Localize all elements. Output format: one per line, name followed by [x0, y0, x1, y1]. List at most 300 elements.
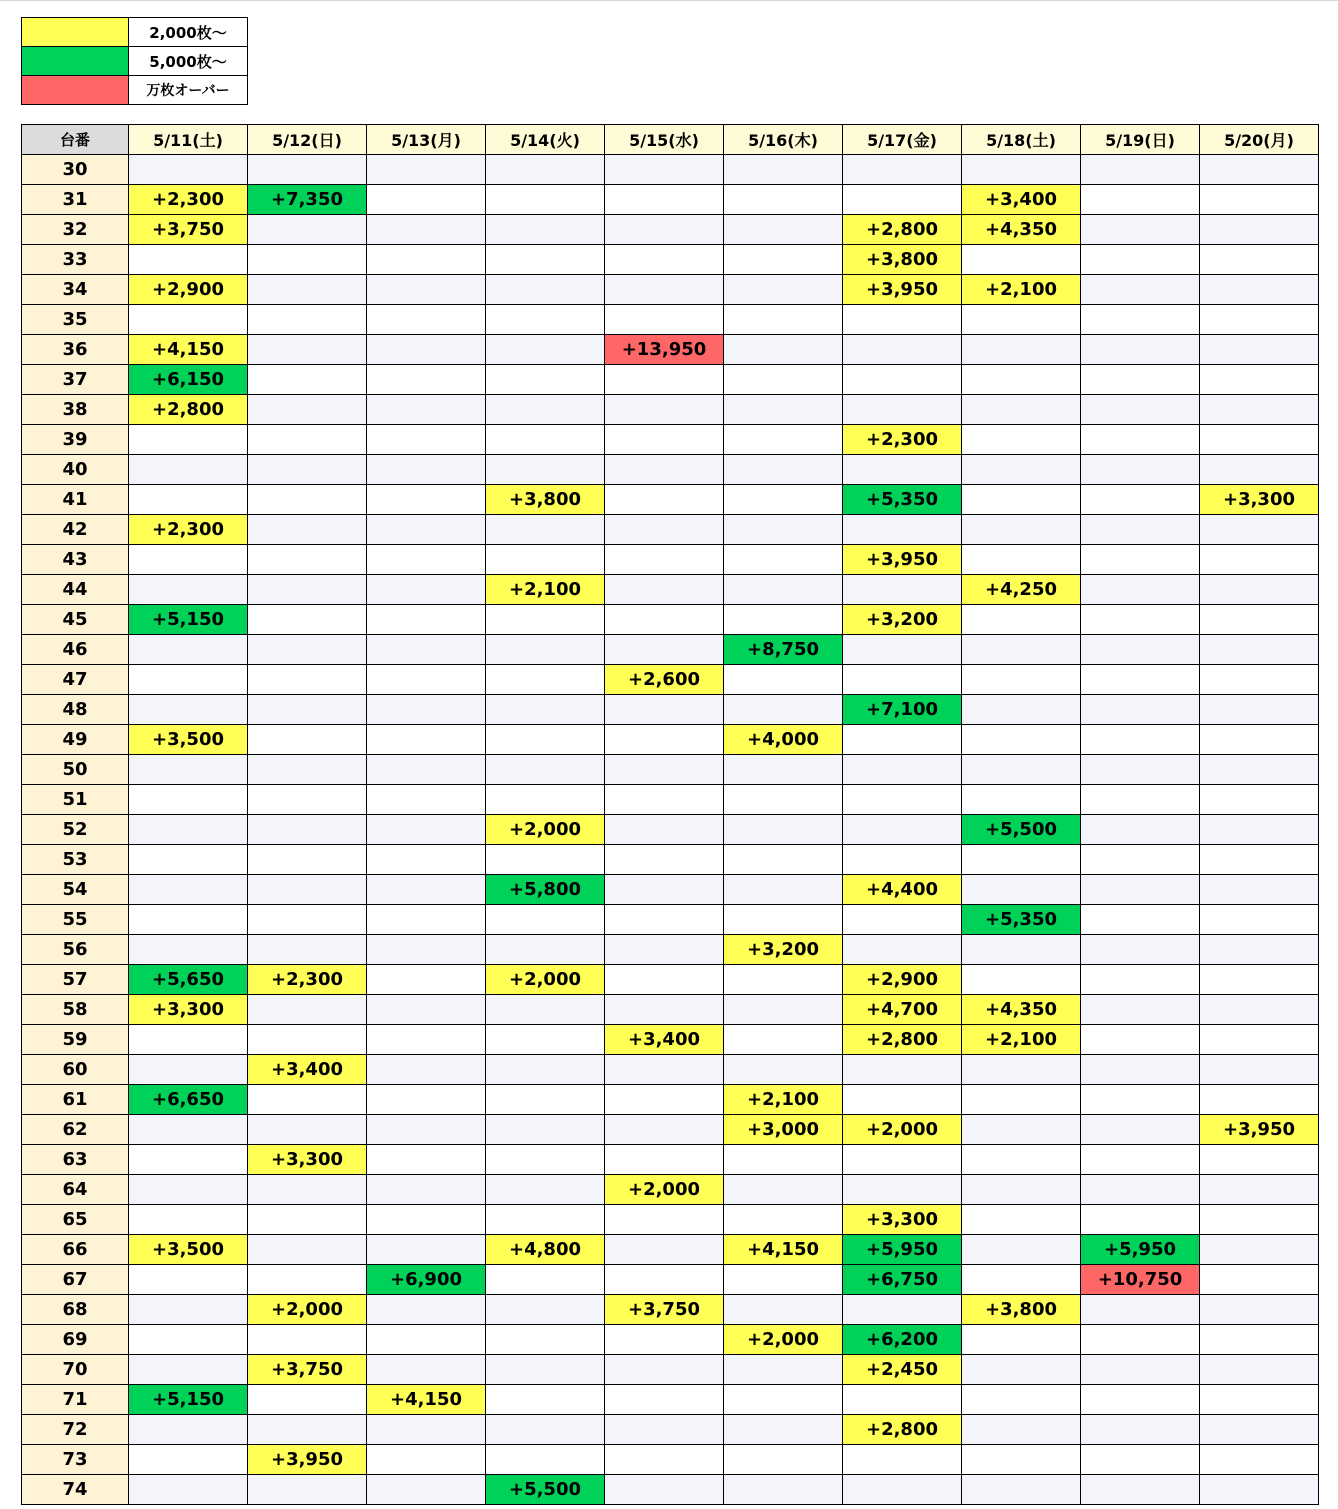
machine-number: 70	[22, 1355, 129, 1385]
payout-cell	[486, 1085, 605, 1115]
machine-number: 47	[22, 665, 129, 695]
corner-header: 台番	[22, 125, 129, 155]
payout-cell	[248, 875, 367, 905]
payout-cell	[129, 425, 248, 455]
table-row	[22, 1265, 1319, 1295]
payout-cell	[486, 275, 605, 305]
payout-cell	[962, 1355, 1081, 1385]
payout-cell: +2,000	[724, 1325, 843, 1355]
payout-cell	[1200, 1415, 1319, 1445]
payout-cell	[724, 455, 843, 485]
payout-cell	[1200, 1445, 1319, 1475]
payout-cell	[248, 845, 367, 875]
payout-cell	[486, 695, 605, 725]
payout-cell	[486, 665, 605, 695]
machine-number: 58	[22, 995, 129, 1025]
payout-cell	[367, 1025, 486, 1055]
payout-cell	[129, 695, 248, 725]
payout-cell	[962, 485, 1081, 515]
payout-cell	[486, 725, 605, 755]
payout-cell	[367, 215, 486, 245]
payout-cell	[962, 1055, 1081, 1085]
payout-cell: +2,800	[843, 1415, 962, 1445]
payout-cell	[843, 515, 962, 545]
payout-cell	[367, 575, 486, 605]
payout-cell	[367, 245, 486, 275]
machine-number: 60	[22, 1055, 129, 1085]
date-header: 5/16(木)	[724, 125, 843, 155]
machine-number: 38	[22, 395, 129, 425]
payout-cell	[843, 935, 962, 965]
table-row	[22, 1415, 1319, 1445]
payout-cell	[129, 245, 248, 275]
payout-cell	[1081, 245, 1200, 275]
payout-cell	[724, 1385, 843, 1415]
machine-number: 59	[22, 1025, 129, 1055]
payout-cell	[1081, 695, 1200, 725]
payout-cell: +5,950	[843, 1235, 962, 1265]
payout-cell	[605, 845, 724, 875]
payout-cell	[962, 1175, 1081, 1205]
payout-cell	[1200, 1205, 1319, 1235]
payout-cell	[129, 545, 248, 575]
payout-cell	[486, 335, 605, 365]
payout-cell: +5,500	[486, 1475, 605, 1505]
payout-cell	[129, 575, 248, 605]
payout-cell	[367, 755, 486, 785]
payout-cell	[129, 785, 248, 815]
payout-cell	[843, 1475, 962, 1505]
payout-cell: +5,950	[1081, 1235, 1200, 1265]
payout-cell	[843, 455, 962, 485]
payout-cell	[724, 1355, 843, 1385]
payout-cell	[486, 845, 605, 875]
payout-cell	[1081, 1145, 1200, 1175]
machine-number: 62	[22, 1115, 129, 1145]
machine-number: 73	[22, 1445, 129, 1475]
table-row	[22, 485, 1319, 515]
payout-cell	[486, 905, 605, 935]
payout-cell	[367, 1205, 486, 1235]
payout-cell	[843, 905, 962, 935]
payout-cell	[1081, 395, 1200, 425]
payout-cell	[248, 575, 367, 605]
payout-cell	[129, 815, 248, 845]
table-row	[22, 1055, 1319, 1085]
payout-cell	[605, 755, 724, 785]
table-row	[22, 665, 1319, 695]
payout-cell	[605, 1385, 724, 1415]
payout-cell	[843, 635, 962, 665]
machine-number: 31	[22, 185, 129, 215]
payout-cell	[1081, 1295, 1200, 1325]
payout-cell	[605, 1475, 724, 1505]
machine-number: 67	[22, 1265, 129, 1295]
payout-cell	[962, 1325, 1081, 1355]
payout-cell	[248, 935, 367, 965]
payout-cell	[1081, 185, 1200, 215]
payout-cell: +3,750	[248, 1355, 367, 1385]
table-row	[22, 1115, 1319, 1145]
payout-cell	[1200, 455, 1319, 485]
payout-cell: +5,150	[129, 1385, 248, 1415]
payout-cell	[962, 245, 1081, 275]
table-row	[22, 305, 1319, 335]
payout-cell	[1200, 1295, 1319, 1325]
machine-number: 46	[22, 635, 129, 665]
machine-number: 42	[22, 515, 129, 545]
payout-cell	[486, 635, 605, 665]
legend-swatch	[22, 18, 129, 47]
legend-row	[22, 76, 248, 105]
payout-cell	[367, 1445, 486, 1475]
payout-cell	[605, 1055, 724, 1085]
payout-cell: +6,750	[843, 1265, 962, 1295]
payout-cell: +10,750	[1081, 1265, 1200, 1295]
payout-cell	[248, 215, 367, 245]
machine-number: 56	[22, 935, 129, 965]
payout-cell	[1200, 635, 1319, 665]
table-row	[22, 335, 1319, 365]
payout-cell: +5,350	[962, 905, 1081, 935]
payout-cell	[248, 1025, 367, 1055]
machine-number: 69	[22, 1325, 129, 1355]
payout-cell: +4,350	[962, 215, 1081, 245]
payout-cell	[1081, 785, 1200, 815]
payout-cell	[1081, 875, 1200, 905]
payout-cell	[248, 785, 367, 815]
table-row	[22, 635, 1319, 665]
payout-cell	[129, 845, 248, 875]
payout-cell	[962, 155, 1081, 185]
table-row	[22, 1205, 1319, 1235]
payout-cell: +13,950	[605, 335, 724, 365]
payout-cell	[962, 1145, 1081, 1175]
payout-cell	[843, 335, 962, 365]
payout-cell	[367, 1145, 486, 1175]
table-row	[22, 935, 1319, 965]
table-row	[22, 755, 1319, 785]
payout-cell	[486, 1115, 605, 1145]
payout-cell	[1200, 965, 1319, 995]
machine-number: 64	[22, 1175, 129, 1205]
table-row	[22, 1145, 1319, 1175]
payout-cell	[486, 1415, 605, 1445]
payout-cell	[962, 845, 1081, 875]
payout-cell: +3,800	[962, 1295, 1081, 1325]
payout-cell	[486, 1055, 605, 1085]
payout-cell	[962, 365, 1081, 395]
table-row	[22, 1295, 1319, 1325]
payout-cell	[1200, 1145, 1319, 1175]
payout-cell	[724, 545, 843, 575]
payout-cell: +3,300	[1200, 485, 1319, 515]
payout-cell	[367, 1085, 486, 1115]
payout-cell	[248, 155, 367, 185]
payout-cell: +3,950	[248, 1445, 367, 1475]
payout-cell	[367, 1055, 486, 1085]
payout-cell	[962, 605, 1081, 635]
payout-cell	[367, 725, 486, 755]
table-row	[22, 1385, 1319, 1415]
payout-cell	[1081, 1385, 1200, 1415]
payout-cell: +5,800	[486, 875, 605, 905]
payout-cell	[605, 545, 724, 575]
payout-cell	[843, 1085, 962, 1115]
payout-cell	[129, 305, 248, 335]
payout-cell: +4,800	[486, 1235, 605, 1265]
payout-cell: +2,800	[129, 395, 248, 425]
payout-cell	[1081, 605, 1200, 635]
payout-cell	[1081, 965, 1200, 995]
payout-cell	[724, 185, 843, 215]
payout-cell	[605, 1115, 724, 1145]
payout-cell	[1200, 1085, 1319, 1115]
payout-cell	[962, 725, 1081, 755]
date-header: 5/15(水)	[605, 125, 724, 155]
payout-cell	[367, 455, 486, 485]
payout-cell: +5,500	[962, 815, 1081, 845]
payout-cell	[605, 785, 724, 815]
table-row	[22, 725, 1319, 755]
payout-cell	[1200, 935, 1319, 965]
table-row	[22, 695, 1319, 725]
payout-cell: +6,200	[843, 1325, 962, 1355]
machine-number: 33	[22, 245, 129, 275]
payout-cell	[129, 935, 248, 965]
machine-number: 40	[22, 455, 129, 485]
payout-cell	[486, 1385, 605, 1415]
payout-cell	[248, 1325, 367, 1355]
payout-cell	[605, 635, 724, 665]
payout-cell	[962, 785, 1081, 815]
payout-cell	[129, 635, 248, 665]
legend-label: 5,000枚～	[129, 47, 248, 76]
payout-cell	[1081, 935, 1200, 965]
payout-cell: +4,350	[962, 995, 1081, 1025]
payout-cell	[1081, 305, 1200, 335]
payout-cell: +3,200	[843, 605, 962, 635]
payout-cell	[367, 785, 486, 815]
payout-cell	[248, 815, 367, 845]
table-row	[22, 395, 1319, 425]
payout-cell	[843, 395, 962, 425]
payout-cell	[367, 935, 486, 965]
payout-cell	[1200, 1235, 1319, 1265]
payout-cell: +2,100	[724, 1085, 843, 1115]
payout-cell	[486, 1355, 605, 1385]
payout-cell	[843, 185, 962, 215]
payout-cell: +2,100	[486, 575, 605, 605]
payout-cell	[486, 305, 605, 335]
payout-cell	[367, 545, 486, 575]
payout-cell	[248, 1085, 367, 1115]
table-row	[22, 185, 1319, 215]
payout-cell	[1081, 1205, 1200, 1235]
payout-cell	[605, 1445, 724, 1475]
payout-cell: +2,300	[129, 185, 248, 215]
table-row	[22, 965, 1319, 995]
payout-cell	[962, 635, 1081, 665]
payout-cell	[486, 1175, 605, 1205]
payout-cell: +7,350	[248, 185, 367, 215]
payout-cell	[1081, 725, 1200, 755]
machine-number: 63	[22, 1145, 129, 1175]
payout-cell	[486, 1325, 605, 1355]
payout-cell	[1200, 845, 1319, 875]
payout-cell	[367, 1325, 486, 1355]
payout-cell: +2,000	[248, 1295, 367, 1325]
payout-cell	[248, 245, 367, 275]
payout-cell	[248, 1385, 367, 1415]
payout-cell: +2,800	[843, 1025, 962, 1055]
payout-cell	[843, 665, 962, 695]
machine-number: 61	[22, 1085, 129, 1115]
payout-cell: +5,350	[843, 485, 962, 515]
payout-cell: +3,400	[605, 1025, 724, 1055]
payout-cell	[1081, 755, 1200, 785]
payout-cell	[724, 335, 843, 365]
payout-cell	[129, 1445, 248, 1475]
payout-cell	[962, 1385, 1081, 1415]
payout-cell	[129, 1295, 248, 1325]
payout-cell	[367, 515, 486, 545]
table-row	[22, 155, 1319, 185]
payout-cell	[1200, 875, 1319, 905]
payout-cell	[605, 245, 724, 275]
machine-number: 32	[22, 215, 129, 245]
payout-cell	[1200, 755, 1319, 785]
payout-cell	[605, 515, 724, 545]
payout-cell	[843, 1445, 962, 1475]
table-row	[22, 1355, 1319, 1385]
payout-cell	[486, 395, 605, 425]
payout-cell	[605, 1265, 724, 1295]
payout-cell	[1081, 425, 1200, 455]
payout-cell	[1081, 455, 1200, 485]
payout-cell	[486, 545, 605, 575]
table-row	[22, 1025, 1319, 1055]
payout-cell	[605, 455, 724, 485]
payout-cell: +3,950	[1200, 1115, 1319, 1145]
payout-cell	[367, 155, 486, 185]
machine-number: 39	[22, 425, 129, 455]
payout-cell	[1081, 575, 1200, 605]
payout-cell	[248, 605, 367, 635]
payout-cell	[1200, 215, 1319, 245]
payout-cell: +4,400	[843, 875, 962, 905]
date-header: 5/19(日)	[1081, 125, 1200, 155]
payout-cell	[367, 335, 486, 365]
payout-cell	[1081, 1415, 1200, 1445]
payout-cell	[605, 305, 724, 335]
payout-cell	[367, 425, 486, 455]
table-row	[22, 365, 1319, 395]
payout-cell	[724, 995, 843, 1025]
payout-cell	[724, 1445, 843, 1475]
payout-cell	[129, 875, 248, 905]
payout-cell	[843, 365, 962, 395]
payout-cell	[486, 1265, 605, 1295]
payout-cell	[1081, 995, 1200, 1025]
payout-cell	[605, 395, 724, 425]
payout-cell	[962, 695, 1081, 725]
payout-cell	[248, 905, 367, 935]
payout-cell	[605, 485, 724, 515]
payout-cell: +3,500	[129, 1235, 248, 1265]
payout-cell	[367, 875, 486, 905]
payout-cell	[248, 995, 367, 1025]
payout-cell	[129, 1115, 248, 1145]
payout-cell	[843, 1295, 962, 1325]
payout-cell	[1200, 425, 1319, 455]
machine-number: 65	[22, 1205, 129, 1235]
payout-cell	[962, 305, 1081, 335]
machine-number: 30	[22, 155, 129, 185]
payout-cell	[248, 545, 367, 575]
payout-cell	[1200, 1265, 1319, 1295]
legend-row	[22, 47, 248, 76]
payout-cell	[367, 1115, 486, 1145]
machine-number: 44	[22, 575, 129, 605]
payout-cell	[486, 1445, 605, 1475]
machine-number: 51	[22, 785, 129, 815]
payout-cell: +6,900	[367, 1265, 486, 1295]
payout-cell	[605, 965, 724, 995]
payout-cell	[724, 305, 843, 335]
payout-cell: +3,950	[843, 545, 962, 575]
payout-cell	[248, 425, 367, 455]
payout-cell	[1200, 1385, 1319, 1415]
table-row	[22, 785, 1319, 815]
payout-cell	[724, 1265, 843, 1295]
payout-cell	[129, 1265, 248, 1295]
payout-cell	[367, 485, 486, 515]
table-row	[22, 545, 1319, 575]
payout-cell	[724, 575, 843, 605]
machine-number: 49	[22, 725, 129, 755]
payout-cell	[724, 605, 843, 635]
payout-cell	[843, 1055, 962, 1085]
table-row	[22, 1175, 1319, 1205]
payout-cell: +4,700	[843, 995, 962, 1025]
payout-cell: +2,800	[843, 215, 962, 245]
payout-cell: +2,100	[962, 275, 1081, 305]
payout-cell	[724, 665, 843, 695]
payout-cell	[1081, 845, 1200, 875]
payout-cell	[367, 365, 486, 395]
table-row	[22, 875, 1319, 905]
machine-number: 45	[22, 605, 129, 635]
payout-cell	[486, 1295, 605, 1325]
payout-cell	[724, 755, 843, 785]
payout-cell	[962, 515, 1081, 545]
payout-cell	[724, 395, 843, 425]
machine-number: 35	[22, 305, 129, 335]
payout-cell	[248, 1265, 367, 1295]
payout-cell	[605, 1415, 724, 1445]
machine-number: 54	[22, 875, 129, 905]
date-header: 5/18(土)	[962, 125, 1081, 155]
table-row	[22, 1475, 1319, 1505]
payout-cell: +2,000	[843, 1115, 962, 1145]
payout-cell	[605, 575, 724, 605]
payout-cell: +4,150	[724, 1235, 843, 1265]
payout-cell	[1081, 515, 1200, 545]
payout-cell	[962, 1415, 1081, 1445]
payout-cell: +3,800	[843, 245, 962, 275]
table-row	[22, 575, 1319, 605]
